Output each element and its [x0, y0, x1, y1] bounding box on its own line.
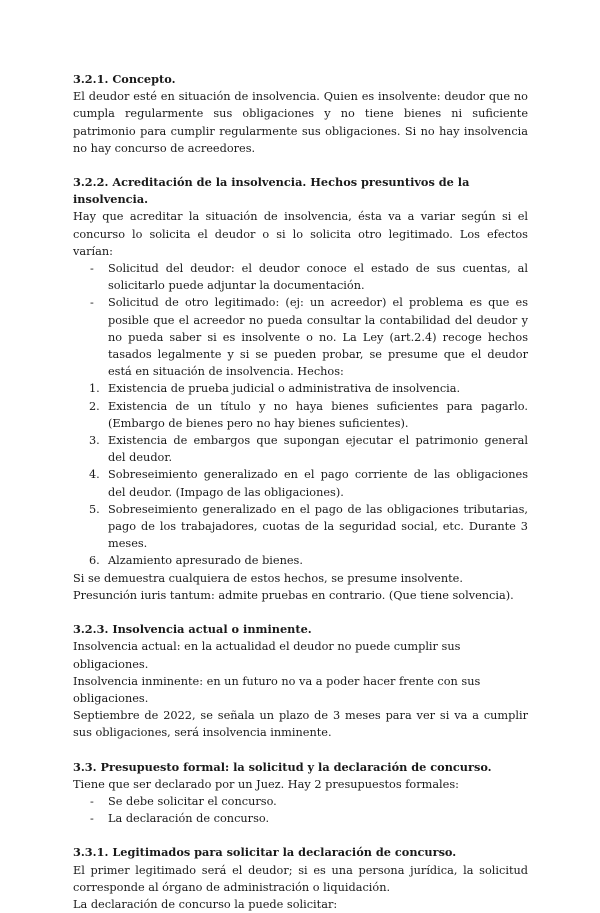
- list-item: [73, 466, 528, 500]
- list-item: [73, 432, 528, 466]
- list-item-text: Sobreseimiento generalizado en el pago corriente de las obligaciones del deudor. (Impago de las obligaciones).: [108, 468, 528, 499]
- list-item-text: Solicitud del deudor: el deudor conoce el estado de sus cuentas, al solicitarlo puede adjuntar la documentación.: [108, 262, 528, 293]
- list-number: 5.: [89, 502, 100, 516]
- list-number: 3.: [89, 434, 100, 448]
- list-item-text: Solicitud de otro legitimado: (ej: un acreedor) el problema es que es posible que el acreedor no pueda consultar la contabilidad del deudor y no pueda saber si es insolvente o no. La Ley (art.2.4) recoge hechos tasados legalmente y si se pueden probar, se presume que el deudor está en situación de insolvencia. Hechos:: [108, 296, 528, 379]
- paragraph: Hay que acreditar la situación de insolvencia, ésta va a variar según si el concurso lo solicita el deudor o si lo solicita otro legitimado. Los efectos varían:: [73, 210, 528, 258]
- section-heading: 3.2.2. Acreditación de la insolvencia. Hechos presuntivos de la insolvencia.: [73, 175, 470, 207]
- paragraph: El primer legitimado será el deudor; si es una persona jurídica, la solicitud corresponde al órgano de administración o liquidación.: [73, 863, 528, 894]
- dash-marker: -: [90, 794, 94, 808]
- paragraph: Septiembre de 2022, se señala un plazo de 3 meses para ver si va a cumplir sus obligaciones, será insolvencia inminente.: [73, 709, 528, 740]
- paragraph: La declaración de concurso la puede solicitar:: [73, 897, 338, 911]
- paragraph: Insolvencia inminente: en un futuro no va a poder hacer frente con sus obligaciones.: [73, 674, 481, 705]
- paragraph: Si se demuestra cualquiera de estos hechos, se presume insolvente.: [73, 571, 463, 585]
- section-acreditacion: [73, 174, 528, 604]
- paragraph: Tiene que ser declarado por un Juez. Hay 2 presupuestos formales:: [73, 777, 459, 791]
- list-item: [73, 793, 528, 810]
- dash-marker: -: [90, 262, 94, 276]
- section-legitimados: [73, 844, 528, 913]
- list-item-text: Existencia de prueba judicial o administrativa de insolvencia.: [108, 382, 461, 396]
- paragraph: Presunción iuris tantum: admite pruebas en contrario. (Que tiene solvencia).: [73, 588, 514, 602]
- paragraph: El deudor esté en situación de insolvencia. Quien es insolvente: deudor que no cumpla regularmente sus obligaciones y no tiene bienes ni suficiente patrimonio para cumplir regularmente sus obligaciones. Si no hay insolvencia no hay concurso de acreedores.: [73, 90, 528, 155]
- list-item: [73, 260, 528, 294]
- dash-list: [73, 260, 528, 380]
- dash-marker: -: [90, 812, 94, 826]
- section-heading: 3.2.1. Concepto.: [73, 72, 176, 86]
- section-heading: 3.3.1. Legitimados para solicitar la declaración de concurso.: [73, 845, 457, 860]
- list-item-text: Se debe solicitar el concurso.: [108, 794, 277, 808]
- list-item: [73, 398, 528, 432]
- list-item-text: La declaración de concurso.: [108, 812, 270, 826]
- list-number: 6.: [89, 554, 100, 568]
- section-concepto: [73, 71, 528, 157]
- section-heading: 3.2.3. Insolvencia actual o inminente.: [73, 622, 312, 637]
- section-heading: 3.3. Presupuesto formal: la solicitud y la declaración de concurso.: [73, 759, 492, 774]
- list-item-text: Existencia de un título y no haya bienes suficientes para pagarlo. (Embargo de bienes pero no hay bienes suficientes).: [108, 399, 528, 430]
- list-item: [73, 294, 528, 380]
- list-item-text: Sobreseimiento generalizado en el pago de las obligaciones tributarias, pago de los trabajadores, cuotas de la seguridad social, etc. Durante 3 meses.: [108, 502, 528, 551]
- list-item: [73, 810, 528, 827]
- list-item-text: Alzamiento apresurado de bienes.: [108, 554, 303, 568]
- dash-marker: -: [90, 296, 94, 310]
- list-number: 2.: [89, 399, 100, 413]
- list-number: 4.: [89, 468, 100, 482]
- section-presupuesto-formal: [73, 759, 528, 828]
- list-item: [73, 501, 528, 553]
- list-item: [73, 380, 528, 397]
- paragraph: Insolvencia actual: en la actualidad el deudor no puede cumplir sus obligaciones.: [73, 640, 461, 671]
- section-insolvencia-actual: [73, 621, 528, 741]
- list-item-text: Existencia de embargos que supongan ejecutar el patrimonio general del deudor.: [108, 434, 528, 465]
- list-number: 1.: [89, 382, 100, 396]
- list-item: [73, 552, 528, 569]
- dash-list: [73, 793, 528, 827]
- numbered-list: [73, 380, 528, 569]
